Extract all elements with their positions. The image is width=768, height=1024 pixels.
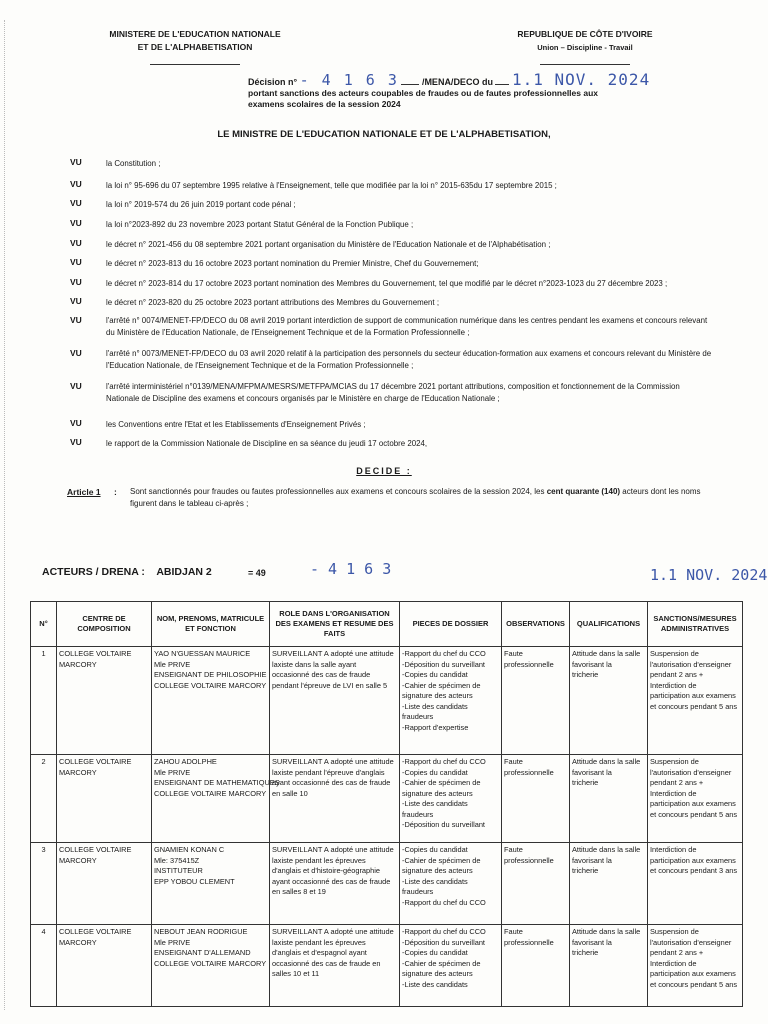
sanctions-table [30, 601, 743, 1007]
decision-date-stamp: 1.1 NOV. 2024 [511, 70, 651, 89]
cell-line: professionnelle [504, 767, 554, 777]
cell-line: tricherie [572, 670, 599, 679]
cell-line: ayant occasionné des cas de fraude [272, 876, 391, 886]
vu-label: VU [70, 179, 82, 189]
cell-line: Attitude dans la salle [572, 757, 641, 766]
cell-line: favorisant la [572, 659, 612, 669]
article-1-text-bold: cent quarante (140) [546, 487, 621, 496]
cell-line: professionnelle [504, 937, 554, 947]
vu-text: la Constitution ; [106, 159, 161, 168]
vu-text: l'arrêté n° 0074/MENET-FP/DECO du 08 avril 2019 portant interdiction de support de communication numérique dans les centres pendant les examens et concours relevant du Ministère de l'Education Nationale, de l'Enseignement Technique et de la Formation Professionnelle ; [106, 316, 708, 337]
cell-line: laxiste pendant l'épreuve d'anglais [272, 767, 385, 777]
vu-text: les Conventions entre l'Etat et les Etablissements d'Enseignement Privés ; [106, 420, 366, 429]
cell-line: signature des acteurs [402, 788, 473, 798]
cell-line: COLLEGE VOLTAIRE MARCORY [154, 788, 267, 798]
cell-line: signature des acteurs [402, 866, 473, 875]
cell-line: pendant 2 ans + [650, 778, 704, 787]
cell-line: INSTITUTEUR [154, 866, 203, 875]
col-header-num: N° [31, 602, 57, 647]
republic-rule [540, 64, 630, 65]
cell-line: Faute [504, 649, 523, 658]
cell-line: YAO N'GUESSAN MAURICE [154, 649, 251, 658]
cell-line: l'autorisation d'enseigner [650, 659, 732, 669]
cell-line: signature des acteurs [402, 969, 473, 978]
cell-line: pendant 2 ans + [650, 670, 704, 679]
cell-line: COLLEGE VOLTAIRE MARCORY [154, 680, 267, 690]
cell-line: SURVEILLANT A adopté une attitude [272, 845, 394, 854]
cell-line: -Liste des candidats [402, 979, 468, 989]
cell-nom [152, 647, 270, 755]
cell-line: COLLEGE VOLTAIRE [59, 927, 132, 936]
article-1-text-before: Sont sanctionnés pour fraudes ou fautes professionnelles aux examens et concours scolaires de la session 2024, les [130, 487, 547, 496]
cell-line: -Rapport du chef du CCO [402, 897, 486, 907]
vu-label: VU [70, 218, 82, 228]
cell-nom [152, 925, 270, 1007]
vu-label: VU [70, 198, 82, 208]
minister-title: LE MINISTRE DE L'EDUCATION NATIONALE ET DE L'ALPHABETISATION, [217, 129, 551, 140]
cell-num: 1 [31, 647, 57, 755]
cell-line: COLLEGE VOLTAIRE MARCORY [154, 958, 267, 968]
vu-text: la loi n° 95-696 du 07 septembre 1995 relative à l'Enseignement, telle que modifiée par la loi n° 2015-635du 17 septembre 2015 ; [106, 181, 557, 190]
cell-line: Suspension de [650, 927, 699, 936]
cell-pieces [400, 755, 502, 843]
cell-num: 3 [31, 843, 57, 925]
vu-label: VU [70, 257, 82, 267]
cell-line: ENSEIGNANT D'ALLEMAND [154, 948, 251, 957]
cell-line: et concours pendant 5 ans [650, 701, 738, 711]
vu-label: VU [70, 381, 82, 391]
cell-line: ENSEIGNANT DE PHILOSOPHIE [154, 670, 267, 679]
vu-text: la loi n°2023-892 du 23 novembre 2023 portant Statut Général de la Fonction Publique ; [106, 220, 414, 229]
table-row [31, 647, 743, 755]
cell-line: -Rapport du chef du CCO [402, 649, 486, 658]
cell-line: -Rapport d'expertise [402, 722, 469, 732]
cell-line: fraudeurs [402, 809, 434, 819]
cell-line: -Cahier de spécimen de [402, 778, 481, 787]
acteurs-count: = 49 [248, 568, 266, 578]
ministry-line-2: ET DE L'ALPHABETISATION [137, 42, 253, 52]
cell-line: tricherie [572, 778, 599, 787]
cell-line: favorisant la [572, 937, 612, 947]
acteurs-drena [42, 566, 212, 578]
cell-line: l'autorisation d'enseigner [650, 937, 732, 947]
article-1-text [130, 486, 720, 510]
article-1-colon: : [114, 487, 117, 497]
vu-label: VU [70, 238, 82, 248]
cell-line: SURVEILLANT A adopté une attitude [272, 649, 394, 658]
cell-line: -Rapport du chef du CCO [402, 927, 486, 936]
cell-role [270, 925, 400, 1007]
cell-role [270, 647, 400, 755]
cell-line: en salles 8 et 19 [272, 887, 326, 896]
vu-text: le décret n° 2023-814 du 17 octobre 2023 portant nomination des Membres du Gouvernement, tel que modifié par le décret n°2023-1023 du 27 décembre 2023 ; [106, 279, 668, 288]
cell-line: EPP YOBOU CLEMENT [154, 876, 235, 886]
cell-line: ENSEIGNANT DE MATHEMATIQUES [154, 778, 280, 787]
cell-line: Suspension de [650, 649, 699, 658]
decision-line [248, 70, 650, 89]
col-header-nom: NOM, PRENOMS, MATRICULE ET FONCTION [152, 602, 270, 647]
decision-prefix: Décision n° [248, 77, 298, 87]
cell-line: favorisant la [572, 855, 612, 865]
cell-pieces [400, 925, 502, 1007]
cell-line: -Liste des candidats [402, 799, 468, 808]
vu-text: le décret n° 2021-456 du 08 septembre 2021 portant organisation du Ministère de l'Education Nationale et de l'Alphabétisation ; [106, 240, 551, 249]
cell-line: tricherie [572, 866, 599, 875]
cell-line: d'anglais et d'histoire-géographie [272, 866, 381, 875]
cell-line: Faute [504, 927, 523, 936]
cell-line: laxiste pendant les épreuves [272, 855, 366, 865]
cell-line: Interdiction de [650, 845, 697, 854]
cell-nom [152, 755, 280, 843]
cell-line: -Copies du candidat [402, 670, 468, 679]
cell-line: participation aux examens [650, 691, 736, 700]
cell-line: MARCORY [59, 767, 97, 777]
cell-observations [502, 843, 570, 925]
scan-margin [4, 20, 5, 1010]
cell-num: 4 [31, 925, 57, 1007]
cell-line: Attitude dans la salle [572, 927, 641, 936]
cell-line: participation aux examens [650, 969, 736, 978]
vu-label: VU [70, 296, 82, 306]
cell-sanctions [648, 755, 743, 843]
col-header-pieces: PIECES DE DOSSIER [400, 602, 502, 647]
cell-qualifications [570, 843, 648, 925]
table-row [31, 843, 743, 925]
cell-line: -Liste des candidats [402, 876, 468, 886]
cell-observations [502, 647, 570, 755]
cell-line: fraudeurs [402, 887, 434, 896]
cell-line: SURVEILLANT A adopté une attitude [272, 927, 394, 936]
cell-line: Faute [504, 757, 523, 766]
cell-line: Mle PRIVE [154, 767, 191, 777]
cell-line: laxiste dans la salle ayant [272, 659, 357, 669]
table-row [31, 925, 743, 1007]
cell-line: professionnelle [504, 659, 554, 669]
cell-centre [57, 843, 152, 925]
cell-line: occasionné des cas de fraude [272, 670, 371, 679]
cell-line: COLLEGE VOLTAIRE [59, 757, 132, 766]
cell-line: MARCORY [59, 855, 97, 865]
cell-line: -Déposition du surveillant [402, 659, 485, 669]
cell-line: -Cahier de spécimen de [402, 680, 481, 690]
cell-line: MARCORY [59, 659, 97, 669]
ministry-rule [150, 64, 240, 65]
cell-line: MARCORY [59, 937, 97, 947]
cell-line: pendant 2 ans + [650, 948, 704, 957]
republic-header [500, 28, 670, 54]
vu-label: VU [70, 277, 82, 287]
cell-line: ZAHOU ADOLPHE [154, 757, 217, 766]
decide-heading: DECIDE : [356, 466, 412, 476]
cell-line: Attitude dans la salle [572, 845, 641, 854]
cell-num: 2 [31, 755, 57, 843]
col-header-centre: CENTRE DE COMPOSITION [57, 602, 152, 647]
decision-subject: portant sanctions des acteurs coupables de fraudes ou de fautes professionnelles aux examens scolaires de la session 2024 [248, 88, 599, 109]
cell-line: Suspension de [650, 757, 699, 766]
cell-line: ayant occasionné des cas de fraude [272, 778, 391, 787]
cell-line: favorisant la [572, 767, 612, 777]
decision-number-stamp: - 4 1 6 3 [299, 71, 399, 89]
cell-line: tricherie [572, 948, 599, 957]
vu-text: le décret n° 2023-820 du 25 octobre 2023 portant attributions des Membres du Gouvernement ; [106, 298, 440, 307]
cell-line: participation aux examens [650, 799, 736, 808]
cell-line: laxiste pendant les épreuves [272, 937, 366, 947]
cell-centre [57, 925, 152, 1007]
cell-sanctions [648, 647, 743, 755]
acteurs-region: ABIDJAN 2 [156, 566, 212, 578]
cell-line: NEBOUT JEAN RODRIGUE [154, 927, 248, 936]
cell-centre [57, 647, 152, 755]
col-header-observations: OBSERVATIONS [502, 602, 570, 647]
cell-line: pendant l'épreuve de LVI en salle 5 [272, 680, 388, 690]
ministry-header [100, 28, 290, 54]
vu-label: VU [70, 157, 82, 167]
cell-line: Interdiction de [650, 958, 697, 968]
vu-text: le décret n° 2023-813 du 16 octobre 2023 portant nomination du Premier Ministre, Chef du Gouvernement; [106, 259, 479, 268]
cell-line: Interdiction de [650, 788, 697, 798]
col-header-role: ROLE DANS L'ORGANISATION DES EXAMENS ET RESUME DES FAITS [270, 602, 400, 647]
cell-sanctions [648, 843, 743, 925]
cell-pieces [400, 647, 502, 755]
cell-line: participation aux examens [650, 855, 736, 865]
vu-text: la loi n° 2019-574 du 26 juin 2019 portant code pénal ; [106, 200, 296, 209]
cell-observations [502, 755, 570, 843]
cell-line: d'anglais et d'espagnol ayant [272, 948, 367, 957]
acteurs-date-stamp: 1.1 NOV. 2024 [650, 566, 768, 584]
vu-text: le rapport de la Commission Nationale de Discipline en sa séance du jeudi 17 octobre 2024, [106, 439, 428, 448]
cell-line: -Copies du candidat [402, 845, 468, 854]
vu-text: l'arrêté n° 0073/MENET-FP/DECO du 03 avril 2020 relatif à la participation des personnels du secteur éducation-formation aux examens et concours relevant du Ministère de l'Education Nationale, de l'Enseignement Technique et de la Formation Professionnelle ; [106, 349, 712, 370]
cell-line: -Cahier de spécimen de [402, 855, 481, 865]
cell-observations [502, 925, 570, 1007]
cell-line: Faute [504, 845, 523, 854]
cell-qualifications [570, 755, 648, 843]
cell-qualifications [570, 925, 648, 1007]
cell-line: fraudeurs [402, 712, 434, 721]
vu-text: l'arrêté interministériel n°0139/MENA/MFPMA/MESRS/METFPA/MCIAS du 17 décembre 2021 portant attributions, composition et fonctionnement de la Commission Nationale de Discipline des examens et concours organisés par le Ministère en charge de l'Education Nationale ; [106, 382, 680, 403]
cell-line: -Copies du candidat [402, 948, 468, 957]
cell-line: COLLEGE VOLTAIRE [59, 649, 132, 658]
cell-nom [152, 843, 270, 925]
cell-qualifications [570, 647, 648, 755]
cell-line: -Déposition du surveillant [402, 937, 485, 947]
col-header-sanctions: SANCTIONS/MESURES ADMINISTRATIVES [648, 602, 743, 647]
cell-line: COLLEGE VOLTAIRE [59, 845, 132, 854]
vu-label: VU [70, 315, 82, 325]
cell-line: signature des acteurs [402, 691, 473, 700]
cell-line: GNAMIEN KONAN C [154, 845, 225, 854]
cell-line: l'autorisation d'enseigner [650, 767, 732, 777]
cell-line: -Cahier de spécimen de [402, 958, 481, 968]
ministry-line-1: MINISTERE DE L'EDUCATION NATIONALE [109, 29, 281, 39]
republic-title: REPUBLIQUE DE CÔTE D'IVOIRE [517, 29, 653, 39]
acteurs-number-stamp: - 4 1 6 3 [310, 560, 392, 578]
cell-line: SURVEILLANT A adopté une attitude [272, 757, 394, 766]
cell-centre [57, 755, 152, 843]
decision-mid: /MENA/DECO du [421, 77, 493, 87]
cell-line: -Déposition du surveillant [402, 820, 485, 829]
cell-role [270, 843, 400, 925]
cell-line: -Rapport du chef du CCO [402, 757, 486, 766]
cell-line: professionnelle [504, 855, 554, 865]
cell-line: Attitude dans la salle [572, 649, 641, 658]
col-header-qualifications: QUALIFICATIONS [570, 602, 648, 647]
cell-line: -Liste des candidats [402, 701, 468, 711]
cell-role [270, 755, 400, 843]
article-1-text-after: acteurs dont les noms figurent dans le tableau ci-après ; [130, 487, 701, 508]
vu-label: VU [70, 437, 82, 447]
cell-line: et concours pendant 3 ans [650, 866, 738, 875]
cell-line: et concours pendant 5 ans [650, 979, 738, 989]
vu-label: VU [70, 348, 82, 358]
cell-line: Mle: 375415Z [154, 855, 200, 865]
cell-line: en salle 10 [272, 788, 308, 798]
cell-line: occasionné des cas de fraude en [272, 958, 381, 968]
cell-line: Mle PRIVE [154, 659, 191, 669]
table-header-row [31, 602, 743, 647]
cell-line: Interdiction de [650, 680, 697, 690]
cell-sanctions [648, 925, 743, 1007]
cell-pieces [400, 843, 502, 925]
republic-motto: Union – Discipline - Travail [537, 43, 633, 52]
acteurs-label: ACTEURS / DRENA : [42, 566, 145, 578]
article-1-label: Article 1 [67, 487, 101, 497]
cell-line: salles 10 et 11 [272, 969, 320, 978]
cell-line: Mle PRIVE [154, 937, 191, 947]
cell-line: et concours pendant 5 ans [650, 809, 738, 819]
vu-label: VU [70, 418, 82, 428]
table-row [31, 755, 743, 843]
cell-line: -Copies du candidat [402, 767, 468, 777]
